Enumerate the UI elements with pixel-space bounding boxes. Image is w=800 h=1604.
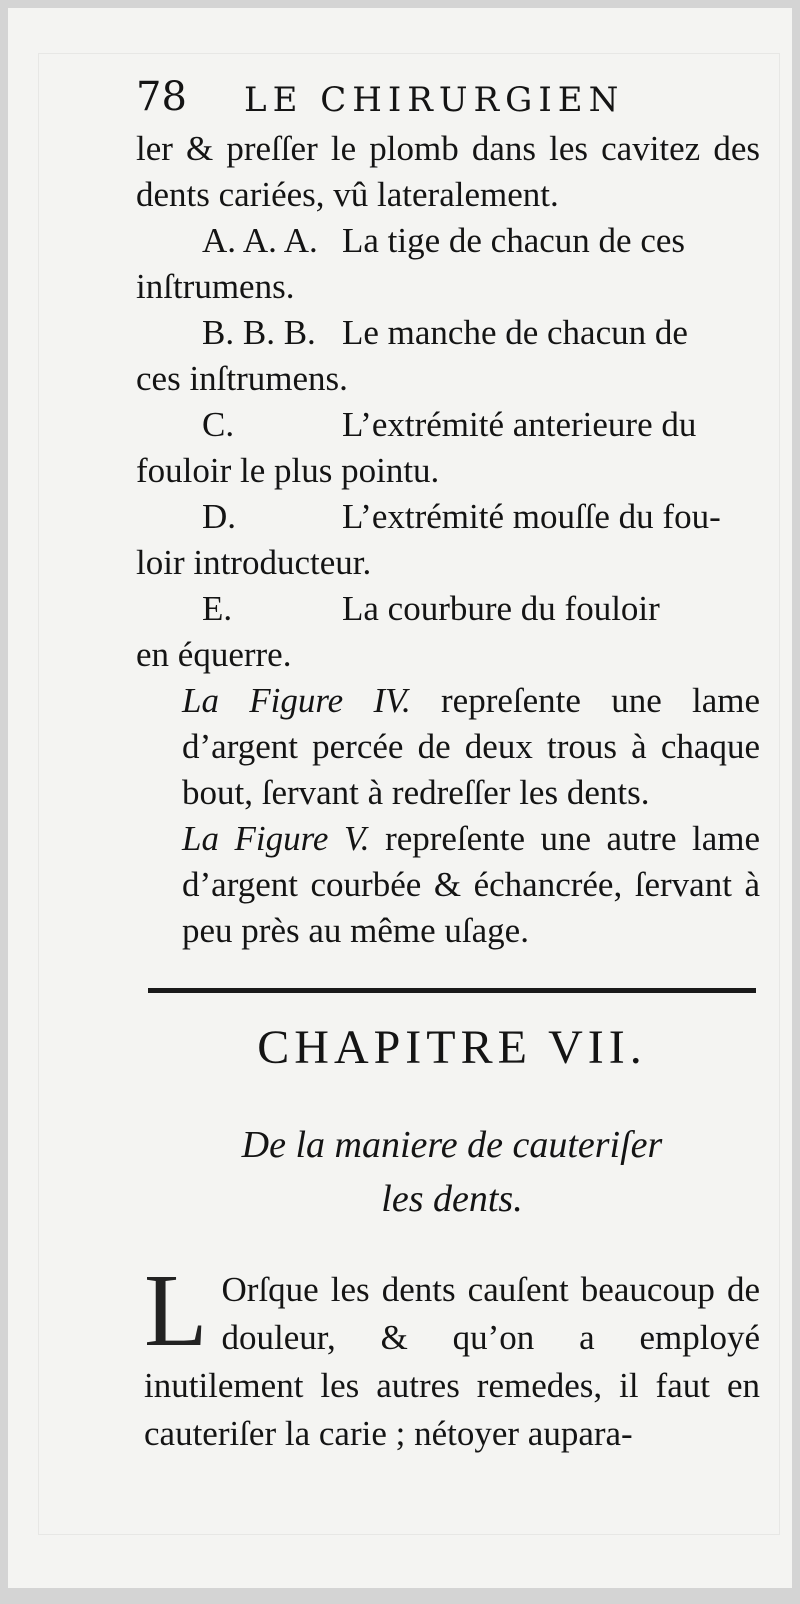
chapter-body <box>144 1253 760 1458</box>
body-text <box>136 126 760 954</box>
legend-desc: L’extrémité mouſſe du fou- <box>342 497 721 536</box>
legend-key: C. <box>202 405 235 444</box>
chapter-subtitle <box>148 1118 756 1226</box>
page-number: 78 <box>136 74 187 120</box>
figure-desc: repreſente une autre lame d’argent courbée & échancrée, ſervant à peu près au même uſage. <box>182 819 760 950</box>
chapter-paragraph: Orſque les dents cauſent beaucoup de douleur, & qu’on a employé inutilement les autres remedes, il faut en cauteriſer la carie ; nétoyer aupara- <box>144 1270 760 1453</box>
page-header <box>136 74 756 134</box>
legend-item-c <box>136 402 760 448</box>
body-paragraph: ler & preſſer le plomb dans les cavitez des dents cariées, vû lateralement. <box>136 129 760 214</box>
legend-wrap: inſtrumens. <box>136 267 295 306</box>
section-rule <box>148 988 756 993</box>
legend-desc: Le manche de chacun de <box>342 313 688 352</box>
drop-cap: L <box>144 1253 208 1368</box>
legend-wrap: loir introducteur. <box>136 543 372 582</box>
subtitle-line: les dents. <box>381 1178 523 1220</box>
legend-wrap: ces inſtrumens. <box>136 359 348 398</box>
figure-ref: La Figure IV. <box>182 681 411 720</box>
running-head: LE CHIRURGIEN <box>244 80 625 120</box>
legend-item-d <box>136 494 760 540</box>
legend-wrap: en équerre. <box>136 635 292 674</box>
legend-desc: La tige de chacun de ces <box>342 221 686 260</box>
legend-key: D. <box>202 497 237 536</box>
subtitle-line: De la maniere de cauteriſer <box>241 1124 663 1166</box>
figure-ref: La Figure V. <box>182 819 370 858</box>
legend-item-b <box>136 310 760 356</box>
figure-desc: repreſente une lame d’argent percée de deux trous à chaque bout, ſervant à redreſſer les dents. <box>182 681 761 812</box>
legend-key: A. A. A. <box>202 221 318 260</box>
book-page <box>8 8 792 1588</box>
legend-key: B. B. B. <box>202 313 316 352</box>
legend-key: E. <box>202 589 233 628</box>
legend-item-e <box>136 586 760 632</box>
figure-iv-paragraph <box>136 678 760 816</box>
legend-wrap: fouloir le plus pointu. <box>136 451 440 490</box>
legend-desc: L’extrémité anterieure du <box>342 405 697 444</box>
figure-v-paragraph <box>136 816 760 954</box>
legend-item-a <box>136 218 760 264</box>
chapter-title: CHAPITRE VII. <box>257 1021 647 1074</box>
legend-desc: La courbure du fouloir <box>342 589 660 628</box>
